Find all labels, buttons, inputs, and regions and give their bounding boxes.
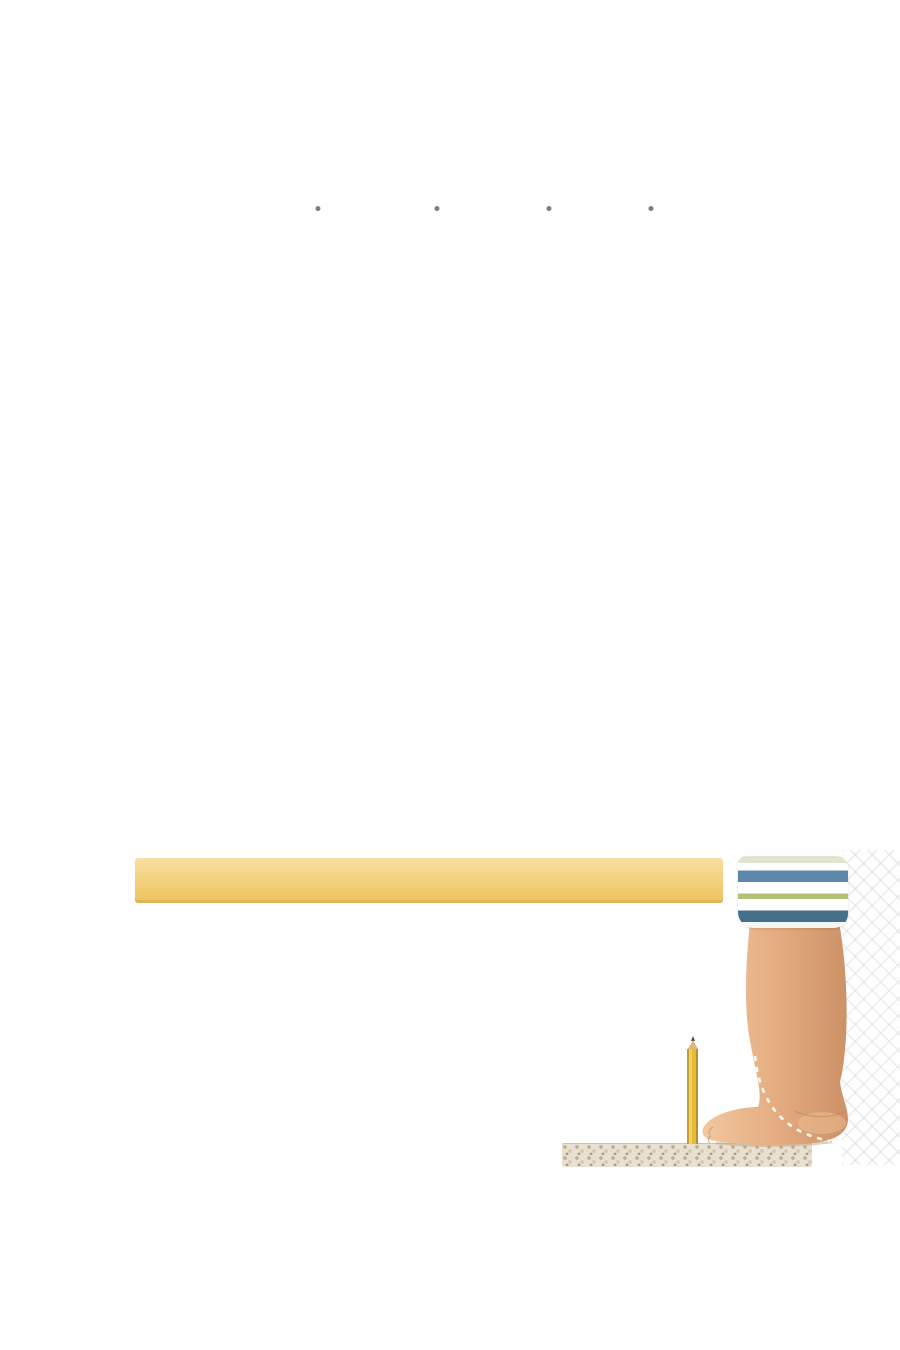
bullet-dot-icon: •	[313, 202, 324, 218]
decorative-dots-bottom	[30, 1168, 870, 1335]
decorative-dots-top	[30, 72, 870, 190]
column-header-eu	[314, 203, 331, 217]
striped-shorts	[738, 856, 848, 928]
baby-leg-photo	[680, 850, 900, 1165]
column-header-us	[545, 203, 562, 217]
bullet-dot-icon: •	[646, 202, 657, 218]
bullet-dot-icon: •	[544, 202, 555, 218]
measure-guide-title-band	[135, 858, 723, 903]
column-header-cm	[433, 203, 450, 217]
column-header-uk	[647, 203, 664, 217]
bullet-dot-icon: •	[432, 202, 443, 218]
